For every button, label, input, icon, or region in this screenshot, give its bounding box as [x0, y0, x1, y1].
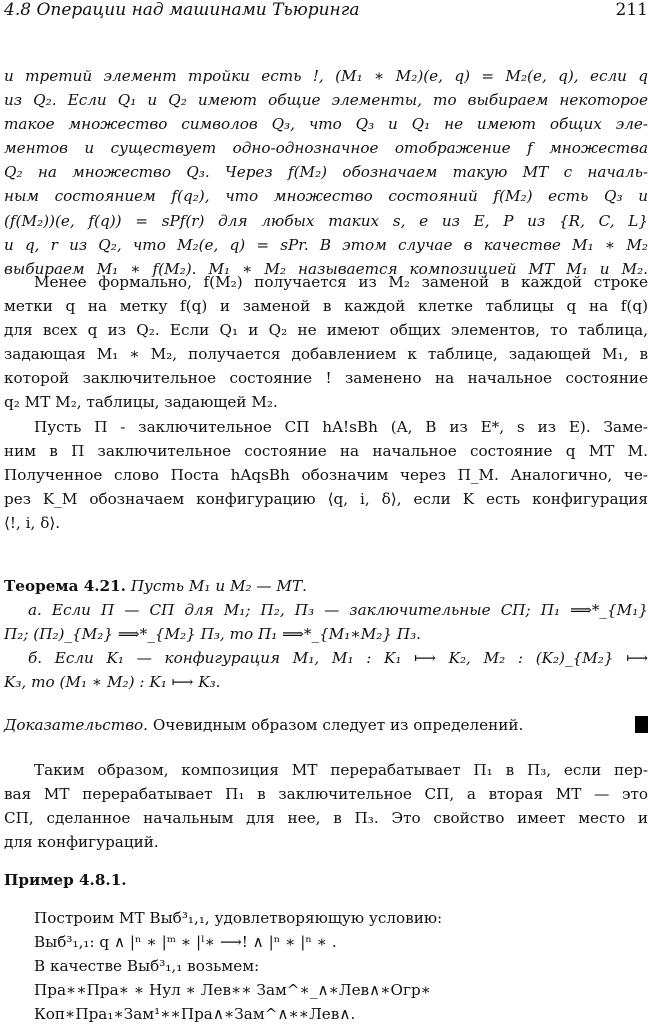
theorem-line: а. Если П — СП для M₁; П₂, П₃ — заключительные СП; П₁ ⟹*_{M₁} [28, 601, 648, 620]
example-line: В качестве Выб³₁,₁ возьмем: [34, 957, 260, 976]
page-number: 211 [615, 0, 648, 20]
text-line: метки q на метку f(q) и заменой в каждой клетке таблицы q на f(q) [4, 297, 648, 316]
text-line: Q₂ на множество Q₃. Через f(M₂) обозначаем такую МТ с началь- [4, 163, 648, 182]
theorem-4-21 [4, 574, 648, 694]
example-line: Построим МТ Выб³₁,₁, удовлетворяющую условию: [34, 909, 443, 927]
text-line: Таким образом, композиция МТ перерабатывает П₁ в П₃, если пер- [34, 761, 648, 779]
text-line: q₂ МТ M₂, таблицы, задающей M₂. [4, 393, 278, 412]
text-line: ⟨!, i, δ⟩. [4, 513, 61, 532]
running-header [4, 0, 648, 24]
text-line: Пусть П - заключительное СП hA!sBh (A, B из E*, s из E). Заме- [34, 417, 648, 436]
paragraph-definition [4, 64, 648, 281]
theorem-heading [4, 574, 648, 598]
theorem-label: Теорема 4.21. [4, 577, 126, 595]
theorem-statement: Пусть M₁ и M₂ — МТ. [130, 577, 307, 595]
paragraph-informal [4, 270, 648, 535]
proof-label: Доказательство. [4, 716, 148, 734]
text-line: Менее формально, f(M₂) получается из M₂ заменой в каждой строке [34, 273, 648, 291]
example-label: Пример 4.8.1. [4, 871, 127, 889]
text-line: вая МТ перерабатывает П₁ в заключительное СП, а вторая МТ — это [4, 785, 648, 804]
proof [4, 713, 648, 737]
text-line: которой заключительное состояние ! заменено на начальное состояние [4, 369, 648, 388]
example-line: Пра∗∗Пра∗ ∗ Нул ∗ Лев∗∗ Зам^∗_∧∗Лев∧∗Огр∗ [34, 981, 431, 1000]
text-line: (f(M₂))(e, f(q)) = sPf(r) для любых таких s, e из E, P из {R, C, L} [4, 211, 648, 230]
proof-text: Очевидным образом следует из определений. [152, 716, 524, 734]
proof-line [4, 713, 648, 737]
text-line: Полученное слово Поста hAqsBh обозначим через П_M. Аналогично, че- [4, 465, 648, 484]
text-line: СП, сделанное начальным для нее, в П₃. Это свойство имеет место и [4, 809, 648, 828]
text-line: для конфигураций. [4, 833, 159, 852]
text-line: ным состоянием f(q₂), что множество состояний f(M₂) есть Q₃ и [4, 187, 648, 206]
text-line: ним в П заключительное состояние на начальное состояние q МТ M. [4, 441, 648, 460]
qed-square-icon [635, 716, 648, 733]
paragraph-summary [4, 758, 648, 854]
example-4-8-1 [4, 868, 648, 892]
section-title: 4.8 Операции над машинами Тьюринга [4, 0, 360, 20]
text-line: из Q₂. Если Q₁ и Q₂ имеют общие элементы, то выбираем некоторое [4, 91, 648, 110]
text-line: и q, r из Q₂, что M₂(e, q) = sPr. В этом случае в качестве M₁ ∗ M₂ [4, 235, 648, 254]
text-line: и третий элемент тройки есть !, (M₁ ∗ M₂)(e, q) = M₂(e, q), если q [4, 67, 648, 85]
text-line: выбираем M₁ ∗ f(M₂). M₁ ∗ M₂ называется композицией МТ M₁ и M₂. [4, 259, 648, 278]
text-line: задающая M₁ ∗ M₂, получается добавлением к таблице, задающей M₁, в [4, 345, 648, 364]
theorem-line: П₂; (П₂)_{M₂} ⟹*_{M₂} П₃, то П₁ ⟹*_{M₁∗M₂} П₃. [4, 625, 421, 644]
text-line: для всех q из Q₂. Если Q₁ и Q₂ не имеют общих элементов, то таблица, [4, 321, 648, 340]
text-line: рез K_M обозначаем конфигурацию ⟨q, i, δ⟩, если K есть конфигурация [4, 489, 648, 508]
theorem-line: K₃, то (M₁ ∗ M₂) : K₁ ⟼ K₃. [4, 673, 221, 692]
text-line: ментов и существует одно-однозначное отображение f множества [4, 139, 648, 158]
example-line: Выб³₁,₁: q ∧ |ⁿ ∗ |ᵐ ∗ |ˡ∗ ⟶! ∧ |ⁿ ∗ |ⁿ ∗ . [34, 933, 337, 952]
example-line: Коп∗Пра₁∗Зам¹∗∗Пра∧∗Зам^∧∗∗Лев∧. [34, 1005, 356, 1024]
text-line: такое множество символов Q₃, что Q₃ и Q₁ не имеют общих эле- [4, 115, 648, 134]
example-body [4, 906, 648, 1026]
theorem-line: б. Если K₁ — конфигурация M₁, M₁ : K₁ ⟼ K₂, M₂ : (K₂)_{M₂} ⟼ [28, 649, 648, 668]
